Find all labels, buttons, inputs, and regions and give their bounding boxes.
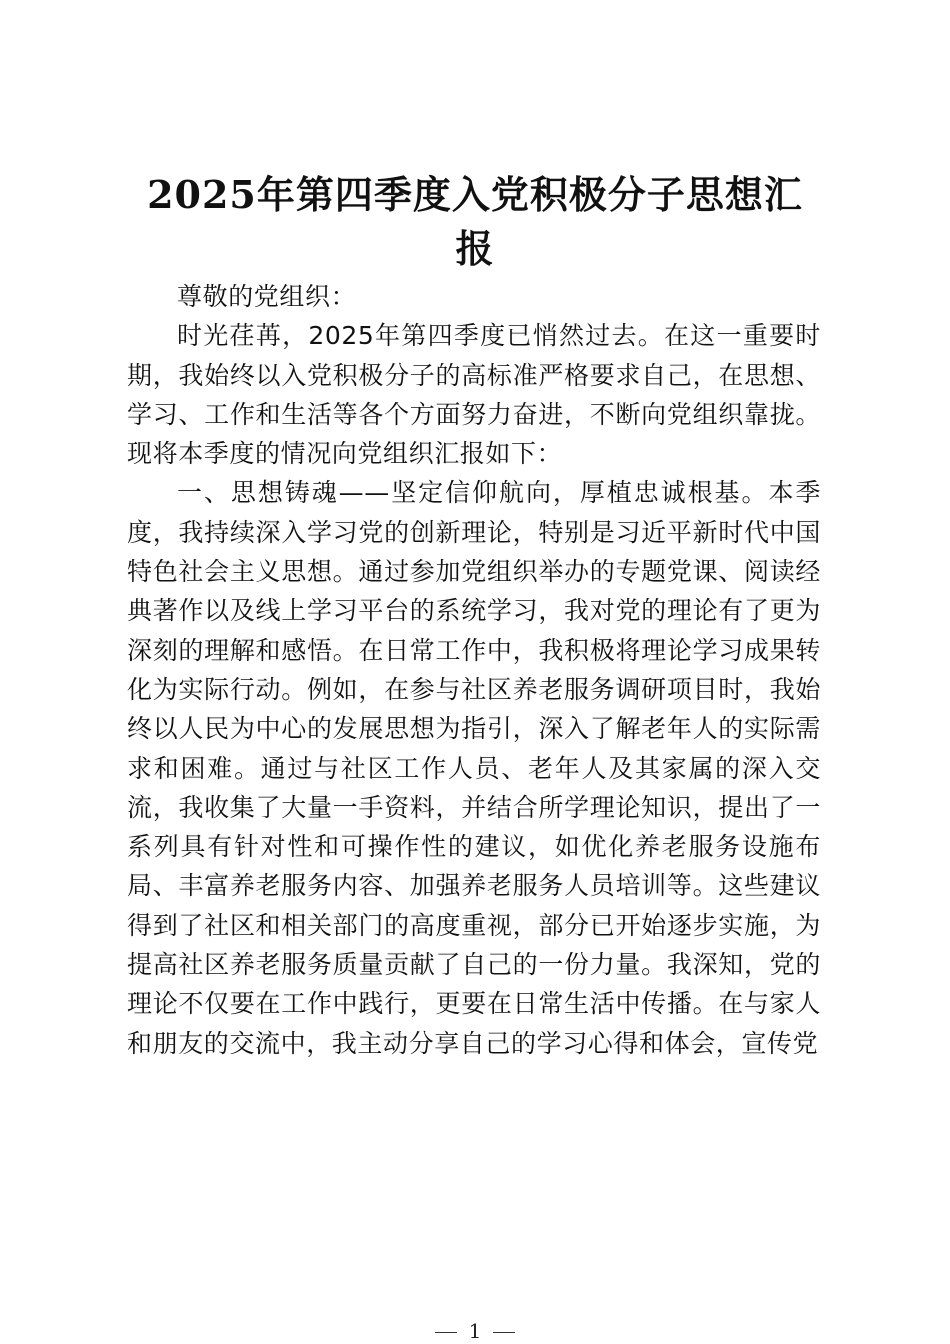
footer-dash-left — [435, 1332, 457, 1333]
page-footer — [0, 1318, 950, 1344]
footer-dash-right — [493, 1332, 515, 1333]
page-number: 1 — [468, 1319, 482, 1343]
paragraph-intro: 时光荏苒，2025年第四季度已悄然过去。在这一重要时期，我始终以入党积极分子的高标准严格要求自己，在思想、学习、工作和生活等各个方面努力奋进，不断向党组织靠拢。现将本季度的情况向党组织汇报如下： — [127, 321, 821, 469]
document-body — [127, 277, 821, 1063]
document-title: 2025年第四季度入党积极分子思想汇报 — [147, 172, 803, 271]
paragraph-section-one: 一、思想铸魂——坚定信仰航向，厚植忠诚根基。本季度，我持续深入学习党的创新理论，特别是习近平新时代中国特色社会主义思想。通过参加党组织举办的专题党课、阅读经典著作以及线上学习平台的系统学习，我对党的理论有了更为深刻的理解和感悟。在日常工作中，我积极将理论学习成果转化为实际行动。例如，在参与社区养老服务调研项目时，我始终以人民为中心的发展思想为指引，深入了解老年人的实际需求和困难。通过与社区工作人员、老年人及其家属的深入交流，我收集了大量一手资料，并结合所学理论知识，提出了一系列具有针对性和可操作性的建议，如优化养老服务设施布局、丰富养老服务内容、加强养老服务人员培训等。这些建议得到了社区和相关部门的高度重视，部分已开始逐步实施，为提高社区养老服务质量贡献了自己的一份力量。我深知，党的理论不仅要在工作中践行，更要在日常生活中传播。在与家人和朋友的交流中，我主动分享自己的学习心得和体会，宣传党 — [127, 478, 821, 1058]
salutation: 尊敬的党组织： — [177, 282, 357, 311]
